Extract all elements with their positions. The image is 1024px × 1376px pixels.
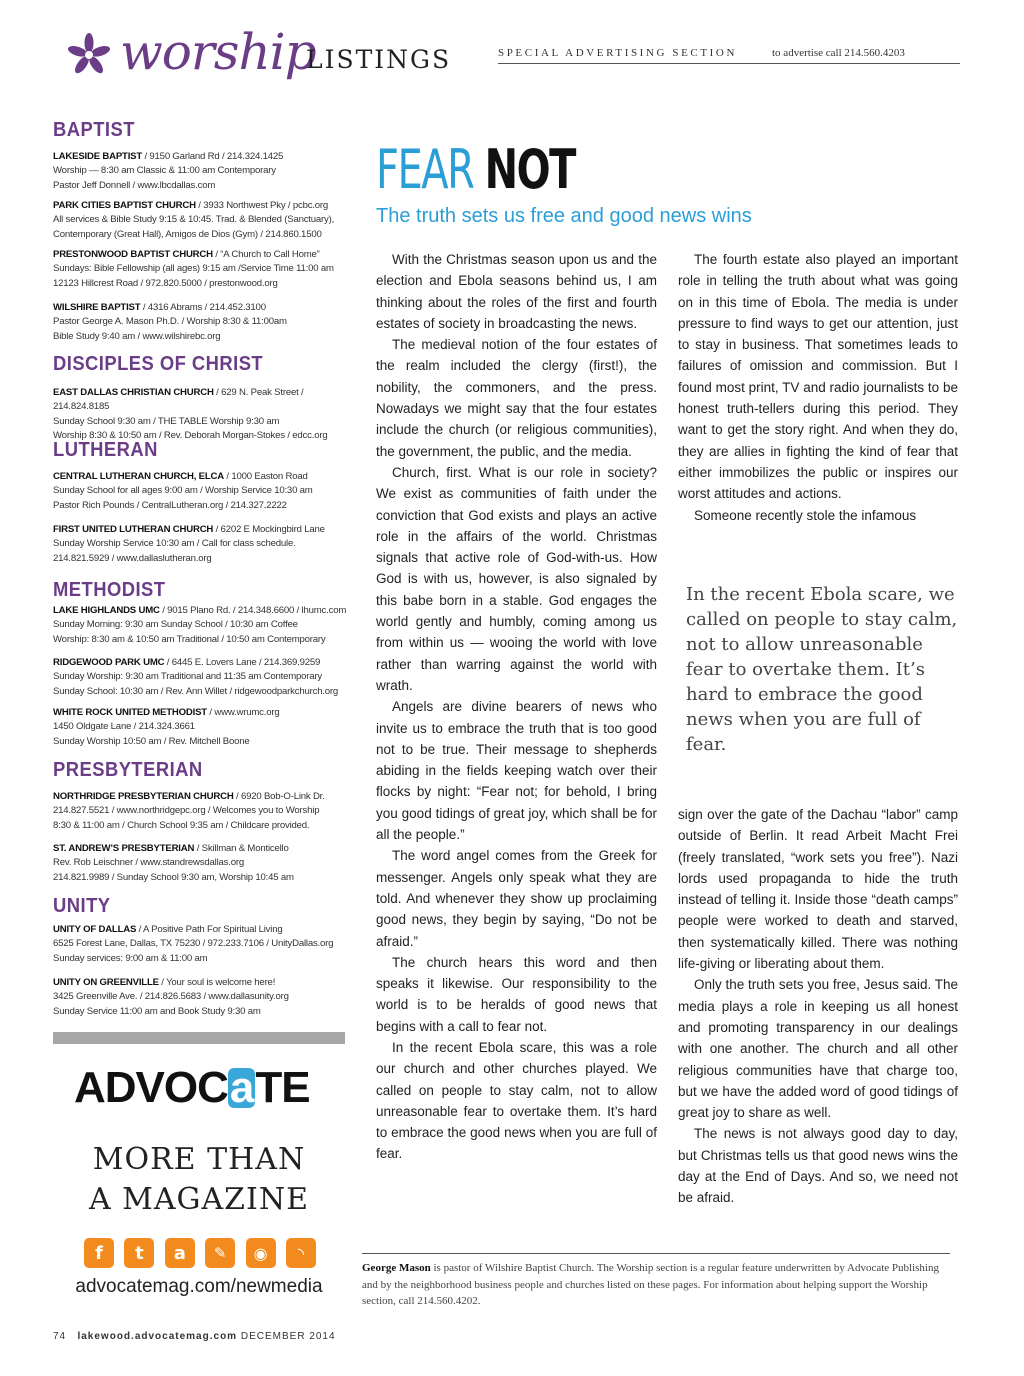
church-address: / Skillman & Monticello [194,843,289,854]
section-heading-baptist: BAPTIST [53,119,135,141]
flower-logo-icon [66,32,112,78]
church-address: / 3933 Northwest Pky / pcbc.org [195,200,329,211]
social-icons [84,1238,316,1268]
paragraph: Church, first. What is our role in society? We exist as communities of faith under the conviction that God exists and plays an active role in the affairs of the world. Christmas signals that active role of God-with-us. How God is with us, however, is also signaled by this babe born in a stable. God engages the world gently and humbly, coming among us from within us — wooing the world with love rather than warring against the world with wrath. [376,464,657,693]
article-headline [376,140,575,200]
church-listing [53,301,353,344]
ad-tagline [53,1140,345,1220]
listing-line: Rev. Rob Leischner / www.standrewsdallas.org [53,857,244,869]
listing-line: 214.821.5929 / www.dallaslutheran.org [53,552,212,564]
tagline-line: MORE THAN [92,1142,306,1177]
listing-line: 3425 Greenville Ave. / 214.826.5683 / www.dallasunity.org [53,991,289,1003]
headline-not: NOT [484,138,575,201]
podcast-icon[interactable]: ◉ [246,1238,276,1268]
listing-line: Sunday Worship: 9:30 am Traditional and 11:35 am Contemporary [53,671,323,683]
church-address: / 9015 Plano Rd. / 214.348.6600 / lhumc.com [159,605,347,616]
advertise-phone: to advertise call 214.560.4203 [772,47,905,59]
listing-line: Sunday Worship Service 10:30 am / Call for class schedule. [53,538,296,550]
blog-icon[interactable]: ✎ [205,1238,235,1268]
listing-line: Pastor Jeff Donnell / www.lbcdallas.com [53,179,216,191]
section-heading-methodist: METHODIST [53,579,166,601]
logo-text: ADVOC [74,1063,228,1112]
church-address: / Your soul is welcome here! [158,977,276,988]
listing-line: Bible Study 9:40 am / www.wilshirebc.org [53,330,221,342]
paragraph: The news is not always good day to day, but Christmas tells us that good news wins the day at the End of Days. And so, we need not be afraid. [678,1126,958,1206]
church-listing [53,656,353,699]
rss-icon[interactable]: ◝ [286,1238,316,1268]
listing-line: 214.821.9989 / Sunday School 9:30 am, Worship 10:45 am [53,871,294,883]
article-subhead: The truth sets us free and good news wins [376,205,752,227]
church-name: WHITE ROCK UNITED METHODIST [53,707,207,718]
section-title-listings: LISTINGS [306,45,452,74]
church-name: NORTHRIDGE PRESBYTERIAN CHURCH [53,791,234,802]
advocate-logo[interactable] [74,1064,310,1112]
church-name: UNITY OF DALLAS [53,924,137,935]
page-number: 74 [53,1331,67,1342]
church-listing [53,790,353,833]
church-listing [53,523,353,566]
listing-line: All services & Bible Study 9:15 & 10:45. Trad. & Blended (Sanctuary), [53,214,335,226]
church-address: / A Positive Path For Spiritual Living [136,924,283,935]
church-listing [53,976,353,1019]
paragraph: Someone recently stole the infamous [694,507,917,523]
logo-a: a [229,1063,254,1112]
listing-line: Sunday Worship 10:50 am / Rev. Mitchell Boone [53,735,250,747]
church-address: / 6202 E Mockingbird Lane [213,524,325,535]
paragraph: The medieval notion of the four estates of the realm included the clergy (first!), the nobility, the commoners, and the press. Nowadays we might say that the four estates include the church (or religious communities), the government, the public, and the media. [376,337,657,459]
listing-line: 1450 Oldgate Lane / 214.324.3661 [53,721,195,733]
ad-divider-bar [53,1032,345,1044]
listing-line: 214.827.5521 / www.northridgepc.org / Welcomes you to Worship [53,805,320,817]
section-heading-unity: UNITY [53,895,111,917]
facebook-icon[interactable]: f [84,1238,114,1268]
listing-line: Sunday School for all ages 9:00 am / Worship Service 10:30 am [53,485,313,497]
church-name: ST. ANDREW’S PRESBYTERIAN [53,843,195,854]
article-column-1 [376,249,657,1165]
church-address: / 6920 Bob-O-Link Dr. [233,791,325,802]
page-footer [53,1331,336,1342]
listing-line: Contemporary (Great Hall), Amigos de Dios (Gym) / 214.860.1500 [53,228,322,240]
site-url: lakewood.advocatemag.com [77,1331,238,1342]
paragraph: The church hears this word and then speaks it likewise. Our responsibility to the world is to be heralds of good news that begins with a call to fear not. [376,954,657,1034]
paragraph: With the Christmas season upon us and the election and Ebola seasons behind us, I am thinking about the roles of the first and fourth estates of society in broadcasting the news. [376,252,657,331]
article-column-2-bottom [678,804,958,1209]
listing-line: Worship — 8:30 am Classic & 11:00 am Contemporary [53,165,276,177]
church-name: CENTRAL LUTHERAN CHURCH, ELCA [53,471,224,482]
paragraph: Angels are divine bearers of news who invite us to embrace the truth that is too good not to be true. Their message to shepherds abiding in the fields keeping watch over their flocks by night: “Fear not; for behold, I bring you good tidings of great joy, which shall be for all the people.” [376,699,657,843]
church-listing [53,386,353,444]
listing-line: Worship 8:30 & 10:50 am / Rev. Deborah Morgan-Stokes / edcc.org [53,430,328,442]
advocate-url-link[interactable]: advocatemag.com/newmedia [75,1276,323,1297]
church-address: / www.wrumc.org [206,707,280,718]
headline-fear: FEAR [376,138,474,201]
paragraph: Only the truth sets you free, Jesus said. The media plays a role in keeping us all honest and promoting transparency in our dealings with one another. The church and all other religious communities have that charge too, but we have the added word of good tidings of great joy to share as well. [678,977,958,1121]
church-address: / 629 N. Peak Street / 214.824.8185 [53,387,304,413]
section-heading-lutheran: LUTHERAN [53,439,158,461]
church-address: / 1000 Easton Road [223,471,308,482]
logo-text: TE [255,1063,310,1112]
listing-line: 12123 Hillcrest Road / 972.820.5000 / prestonwood.org [53,277,278,289]
listing-line: Pastor George A. Mason Ph.D. / Worship 8:30 & 11:00am [53,316,287,328]
church-listing [53,199,353,242]
listing-line: Pastor Rich Pounds / CentralLutheran.org / 214.327.2222 [53,499,287,511]
bio-divider [362,1253,950,1254]
listing-line: Sunday Morning: 9:30 am Sunday School / 10:30 am Coffee [53,619,298,631]
issue-date: DECEMBER 2014 [240,1331,336,1342]
church-name: PARK CITIES BAPTIST CHURCH [53,200,196,211]
section-heading-presbyterian: PRESBYTERIAN [53,759,203,781]
listing-line: Sunday services: 9:00 am & 11:00 am [53,952,208,964]
listing-line: Sundays: Bible Fellowship (all ages) 9:15 am /Service Time 11:00 am [53,263,334,275]
church-listing [53,150,353,193]
pull-quote: In the recent Ebola scare, we called on people to stay calm, not to allow unreasonable fear to overtake them. It’s hard to embrace the good news when you are full of fear. [686,584,958,755]
author-bio [362,1260,956,1310]
paragraph: sign over the gate of the Dachau “labor” camp outside of Berlin. It read Arbeit Macht Frei (freely translated, “work sets you free”). Nazi lords used propaganda to hide the truth instead of telling it. Inside those “death camps” people were worked to death and starved, then systematically killed. There was nothing life-giving or liberating about them. [678,807,958,972]
church-listing [53,248,353,291]
church-listing [53,923,353,966]
article-column-2-top [678,249,958,526]
church-name: PRESTONWOOD BAPTIST CHURCH [53,249,213,260]
listing-line: Sunday Service 11:00 am and Book Study 9:30 am [53,1005,261,1017]
listing-line: Sunday School 9:30 am / THE TABLE Worship 9:30 am [53,415,280,427]
author-name: George Mason [362,1262,431,1274]
church-name: FIRST UNITED LUTHERAN CHURCH [53,524,214,535]
paragraph: The word angel comes from the Greek for messenger. Angels only speak what they are told. And whenever they show up proclaiming good news, they begin by saying, “Do not be afraid.” [376,848,657,949]
church-address: / 9150 Garland Rd / 214.324.1425 [142,151,284,162]
church-name: EAST DALLAS CHRISTIAN CHURCH [53,387,214,398]
header-divider [498,63,960,64]
church-listing [53,842,353,885]
tagline-line: A MAGAZINE [88,1182,310,1217]
listing-line: Sunday School: 10:30 am / Rev. Ann Willet / ridgewoodparkchurch.org [53,685,339,697]
section-title-worship: worship [120,23,316,81]
church-listing [53,604,353,647]
special-advertising-label: SPECIAL ADVERTISING SECTION [498,47,738,59]
church-address: / “A Church to Call Home” [212,249,320,260]
church-listing [53,706,353,749]
church-name: WILSHIRE BAPTIST [53,302,141,313]
paragraph: In the recent Ebola scare, this was a role our church and other churches played. We called on people to stay calm, not to allow unreasonable fear to overtake them. It’s hard to embrace the good news when you are full of fear. [376,1039,657,1162]
paragraph: The fourth estate also played an important role in telling the truth about what was going on in this time of Ebola. The media is under pressure to find ways to get our attention, just to stay in business. That sometimes leads to failures of omission and commission. But I found most print, TV and radio journalists to be honest truth-tellers during this period. They want to get the story right. And when they do, they are allies in fighting the kind of fear that either immobilizes the public or inspires our worst attitudes and actions. [678,252,958,502]
listing-line: 8:30 & 11:00 am / Church School 9:35 am / Childcare provided. [53,819,310,831]
church-name: UNITY ON GREENVILLE [53,977,159,988]
twitter-icon[interactable]: t [124,1238,154,1268]
church-address: / 4316 Abrams / 214.452.3100 [140,302,266,313]
church-name: LAKE HIGHLANDS UMC [53,605,160,616]
church-address: / 6445 E. Lovers Lane / 214.369.9259 [164,657,321,668]
listing-line: Worship: 8:30 am & 10:50 am Traditional / 10:50 am Contemporary [53,633,326,645]
section-heading-disciples-of-christ: DISCIPLES OF CHRIST [53,353,264,375]
bio-text: is pastor of Wilshire Baptist Church. The Worship section is a regular feature underwritten by Advocate Publishing and by the neighborhood business people and churches listed on these pages. For information about helping support the Worship section, call 214.560.4202. [362,1262,939,1307]
advocate-a-icon[interactable]: a [165,1238,195,1268]
church-listing [53,470,353,513]
church-name: LAKESIDE BAPTIST [53,151,143,162]
listing-line: 6525 Forest Lane, Dallas, TX 75230 / 972.233.7106 / UnityDallas.org [53,938,334,950]
church-name: RIDGEWOOD PARK UMC [53,657,165,668]
